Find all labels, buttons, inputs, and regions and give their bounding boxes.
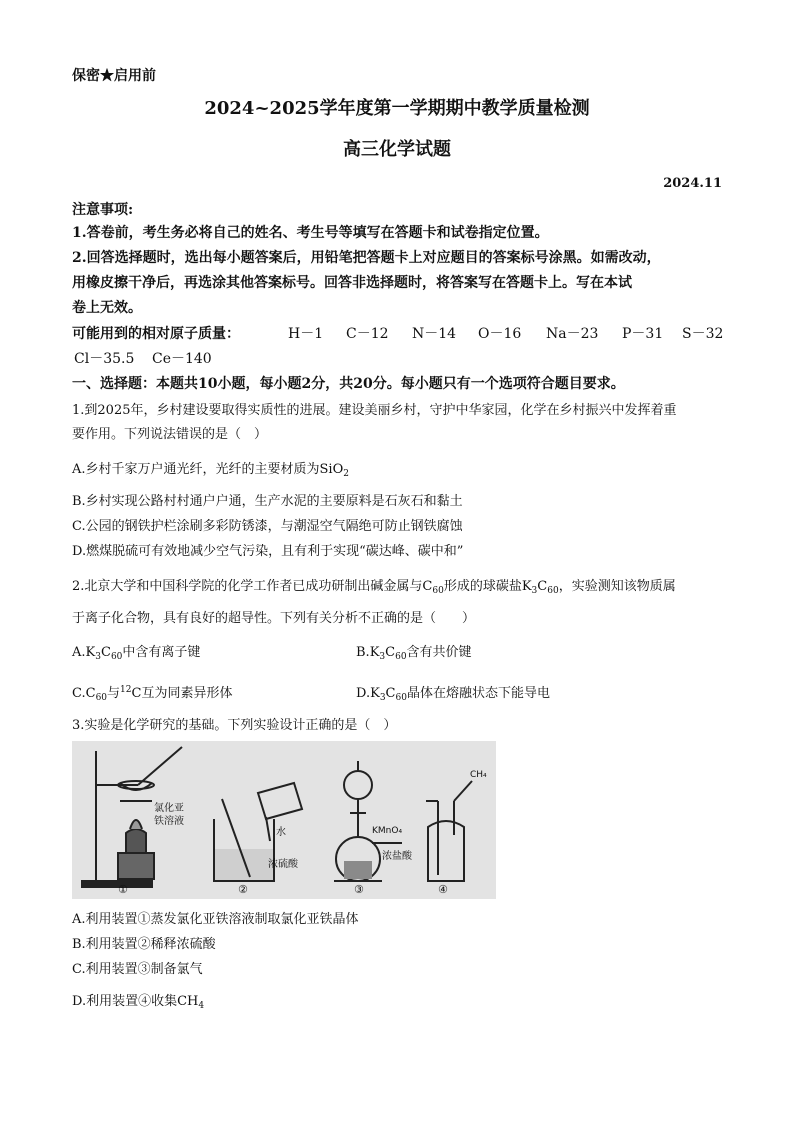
q3-option-d-text: D.利用装置④收集 — [72, 994, 178, 1009]
q2-b-c60: C — [385, 645, 396, 660]
atomic-mass-ce: Ce－140 — [152, 351, 212, 367]
q3-option-a: A.利用装置①蒸发氯化亚铁溶液制取氯化亚铁晶体 — [72, 912, 359, 927]
exam-subtitle: 高三化学试题 — [343, 139, 451, 160]
atomic-mass-c: C－12 — [346, 326, 389, 342]
apparatus-3 — [334, 761, 402, 881]
fig-label-h2so4: 浓硫酸 — [268, 859, 298, 870]
q2-c-c60: C — [85, 686, 96, 701]
q2-stem-part3: ，实验测知该物质属 — [558, 579, 676, 594]
atomic-mass-s: S－32 — [682, 326, 724, 342]
q1-stem-line1: 1.到2025年，乡村建设要取得实质性的进展。建设美丽乡村，守护中华家园，化学在乡村振兴中发挥着重 — [72, 403, 677, 418]
q3-option-c: C.利用装置③制备氯气 — [72, 962, 203, 977]
fig-label-hcl: 浓盐酸 — [382, 851, 412, 862]
q2-a-prefix: A. — [72, 645, 86, 660]
q2-c-iso-mass: 12 — [120, 685, 132, 695]
atomic-mass-p: P－31 — [622, 326, 664, 342]
q2-c60: C — [422, 579, 433, 594]
q2-stem-part1: 2.北京大学和中国科学院的化学工作者已成功研制出碱金属与 — [72, 579, 423, 594]
q1-option-c: C.公园的钢铁护栏涂刷多彩防锈漆，与潮湿空气隔绝可防止钢铁腐蚀 — [72, 519, 463, 534]
atomic-mass-label: 可能用到的相对原子质量： — [72, 326, 240, 342]
apparatus-4 — [426, 781, 472, 881]
q2-d-c60-sub: 60 — [395, 693, 407, 703]
q2-stem-part2: 形成的球碳盐 — [443, 579, 522, 594]
fig-label-kmno4: KMnO₄ — [372, 826, 403, 836]
q2-b-prefix: B. — [356, 645, 370, 660]
atomic-mass-cl: Cl－35.5 — [74, 351, 135, 367]
atomic-mass-na: Na－23 — [546, 326, 599, 342]
notes-item-2-line2: 用橡皮擦干净后，再选涂其他答案标号。回答非选择题时，将答案写在答题卡上。写在本试 — [72, 275, 632, 291]
q3-option-d — [72, 990, 204, 1011]
fig-number-3: ③ — [354, 883, 364, 896]
fig-number-4: ④ — [438, 883, 448, 896]
q1-option-a-text: A.乡村千家万户通光纤，光纤的主要材质为 — [72, 462, 320, 477]
fig-number-2: ② — [238, 883, 248, 896]
q1-option-d: D.燃煤脱硫可有效地减少空气污染，且有利于实现“碳达峰、碳中和” — [72, 544, 464, 559]
q2-c-mid: 与 — [107, 686, 121, 701]
q3-option-d-sub: 4 — [198, 1001, 205, 1011]
notes-item-2-line3: 卷上无效。 — [72, 300, 142, 316]
q2-c-suffix: C互为同素异形体 — [131, 686, 233, 701]
atomic-mass-h: H－1 — [288, 326, 324, 342]
section-1-heading: 一、选择题：本题共10小题，每小题2分，共20分。每小题只有一个选项符合题目要求。 — [72, 376, 625, 392]
q2-a-c60-sub: 60 — [110, 652, 123, 662]
atomic-mass-o: O－16 — [478, 326, 522, 342]
q3-option-b: B.利用装置②稀释浓硫酸 — [72, 937, 216, 952]
q2-a-suffix: 中含有离子键 — [122, 645, 201, 660]
fig-label-water: 水 — [276, 827, 286, 838]
q2-stem-line2: 于离子化合物，具有良好的超导性。下列有关分析不正确的是（ ） — [72, 611, 476, 626]
q2-c-c60-sub: 60 — [95, 693, 108, 703]
q1-stem-line2: 要作用。下列说法错误的是（ ） — [72, 427, 268, 442]
fig-label-ch4: CH₄ — [470, 770, 487, 780]
q2-d-k-sub: 3 — [379, 693, 386, 703]
q2-b-k-sub: 3 — [379, 652, 386, 662]
q2-d-c60: C — [385, 686, 396, 701]
q2-a-k-sub: 3 — [95, 652, 101, 662]
q2-d-suffix: 晶体在熔融状态下能导电 — [406, 686, 550, 701]
q2-b-suffix: 含有共价键 — [406, 645, 472, 660]
q2-c60b: C — [537, 579, 548, 594]
q2-k: K — [521, 579, 532, 594]
q2-d-prefix: D. — [356, 686, 371, 701]
fig-label-fecl2-line1: 氯化亚 — [154, 803, 184, 814]
q2-option-c — [72, 682, 232, 703]
fig-number-1: ① — [118, 883, 128, 896]
q2-k-sub: 3 — [531, 586, 538, 596]
q2-option-a — [72, 641, 200, 662]
q2-option-b — [356, 641, 472, 662]
q1-option-b: B.乡村实现公路村村通户户通，生产水泥的主要原料是石灰石和黏土 — [72, 494, 463, 509]
q2-b-k: K — [369, 645, 380, 660]
atomic-mass-n: N－14 — [412, 326, 457, 342]
q2-option-d — [356, 682, 550, 703]
q2-stem-line1 — [72, 575, 676, 596]
confidential-label: 保密★启用前 — [72, 68, 156, 84]
q1-option-a-formula: SiO — [319, 462, 344, 477]
q2-b-c60-sub: 60 — [395, 652, 407, 662]
q2-a-k: K — [85, 645, 96, 660]
q3-option-d-formula: CH — [177, 994, 199, 1009]
exam-title: 2024~2025学年度第一学期期中教学质量检测 — [204, 98, 590, 119]
notes-item-1: 1.答卷前，考生务必将自己的姓名、考生号等填写在答题卡和试卷指定位置。 — [72, 225, 549, 241]
q2-d-k: K — [370, 686, 380, 701]
exam-date: 2024.11 — [663, 176, 722, 191]
q3-apparatus-figure — [72, 741, 496, 899]
q2-c60-sub: 60 — [432, 586, 444, 596]
q2-a-c60: C — [100, 645, 111, 660]
q1-option-a-sub: 2 — [343, 469, 349, 479]
notes-item-2-line1: 2.回答选择题时，选出每小题答案后，用铅笔把答题卡上对应题目的答案标号涂黑。如需改动， — [72, 250, 661, 266]
notes-heading: 注意事项: — [72, 202, 134, 218]
q1-option-a — [72, 458, 349, 479]
q3-stem: 3.实验是化学研究的基础。下列实验设计正确的是（ ） — [72, 718, 397, 733]
q2-c60b-sub: 60 — [547, 586, 559, 596]
apparatus-diagram — [72, 741, 496, 899]
q2-c-prefix: C. — [72, 686, 86, 701]
fig-label-fecl2-line2: 铁溶液 — [154, 816, 184, 827]
